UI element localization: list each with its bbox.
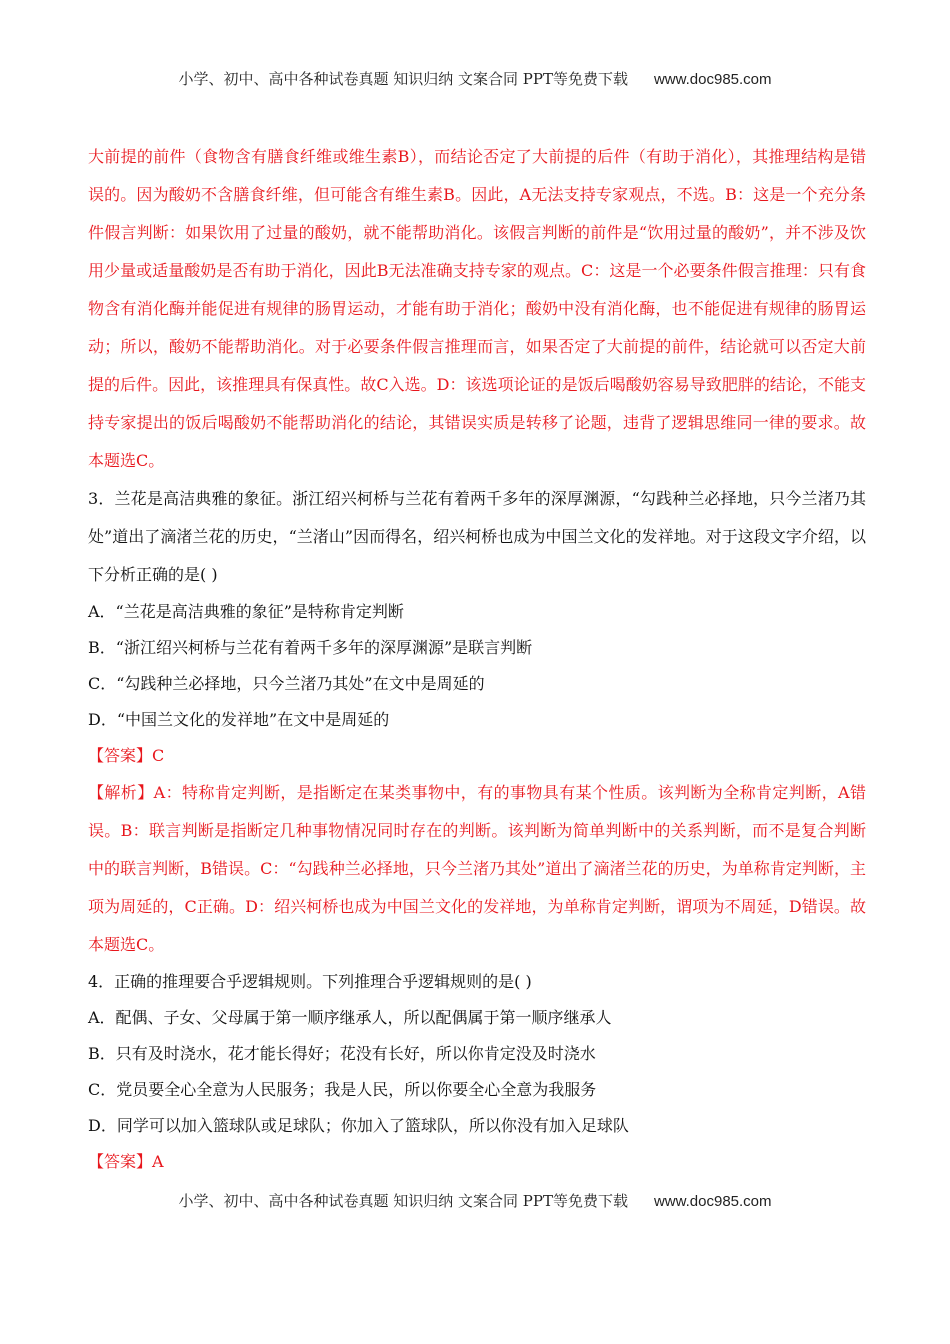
header-site: www.doc985.com — [653, 71, 772, 88]
q3-analysis-text: A：特称肯定判断，是指断定在某类事物中，有的事物具有某个性质。该判断为全称肯定判断，A错误。B：联言判断是指断定几种事物情况同时存在的判断。该判断为简单判断中的关系判断，而不是复合判断中的联言判断，B错误。C：“勾践种兰必择地，只今兰渚乃其处”道出了滴渚兰花的历史，为单称肯定判断，主项为周延的，C正确。D：绍兴柯桥也成为中国兰文化的发祥地，为单称肯定判断，谓项为不周延，D错误。故本题选C。 — [88, 783, 866, 954]
page-header — [0, 68, 950, 89]
q3-analysis-tag: 【解析】 — [88, 783, 154, 802]
header-text: 小学、初中、高中各种试卷真题 知识归纳 文案合同 PPT等免费下载 — [178, 70, 628, 88]
q4-answer-value: A — [152, 1152, 164, 1171]
footer-site: www.doc985.com — [653, 1193, 772, 1210]
q3-option-d: D．“中国兰文化的发祥地”在文中是周延的 — [88, 710, 390, 729]
q4-option-d: D．同学可以加入篮球队或足球队；你加入了篮球队，所以你没有加入足球队 — [88, 1116, 629, 1135]
q4-stem: 4．正确的推理要合乎逻辑规则。下列推理合乎逻辑规则的是( ) — [88, 972, 532, 991]
page-footer — [0, 1190, 950, 1211]
q3-analysis — [88, 774, 866, 964]
q4-answer — [88, 1144, 866, 1180]
q4-answer-tag: 【答案】 — [88, 1152, 153, 1171]
q3-stem: 3．兰花是高洁典雅的象征。浙江绍兴柯桥与兰花有着两千多年的深厚渊源，“勾践种兰必择地，只今兰渚乃其处”道出了滴渚兰花的历史，“兰渚山”因而得名，绍兴柯桥也成为中国兰文化的发祥地。对于这段文字介绍，以下分析正确的是( ) — [88, 489, 866, 584]
q4-option-b: B．只有及时浇水，花才能长得好；花没有长好，所以你肯定没及时浇水 — [88, 1044, 596, 1063]
q3-answer-value: C — [152, 746, 165, 765]
q4-option-c: C．党员要全心全意为人民服务；我是人民，所以你要全心全意为我服务 — [88, 1080, 597, 1099]
q4-option-a: A．配偶、子女、父母属于第一顺序继承人，所以配偶属于第一顺序继承人 — [88, 1008, 612, 1027]
page-content — [88, 138, 866, 1180]
q3-answer — [88, 738, 866, 774]
q3-option-b: B．“浙江绍兴柯桥与兰花有着两千多年的深厚渊源”是联言判断 — [88, 638, 533, 657]
q2-analysis-continued: 大前提的前件（食物含有膳食纤维或维生素B），而结论否定了大前提的后件（有助于消化），其推理结构是错误的。因为酸奶不含膳食纤维，但可能含有维生素B。因此，A无法支持专家观点，不选。B：这是一个充分条件假言判断：如果饮用了过量的酸奶，就不能帮助消化。该假言判断的前件是“饮用过量的酸奶”，并不涉及饮用少量或适量酸奶是否有助于消化，因此B无法准确支持专家的观点。C：这是一个必要条件假言推理：只有食物含有消化酶并能促进有规律的肠胃运动，才能有助于消化；酸奶中没有消化酶，也不能促进有规律的肠胃运动；所以，酸奶不能帮助消化。对于必要条件假言推理而言，如果否定了大前提的前件，结论就可以否定大前提的后件。因此，该推理具有保真性。故C入选。D：该选项论证的是饭后喝酸奶容易导致肥胖的结论，不能支持专家提出的饭后喝酸奶不能帮助消化的结论，其错误实质是转移了论题，违背了逻辑思维同一律的要求。故本题选C。 — [88, 147, 866, 470]
footer-text: 小学、初中、高中各种试卷真题 知识归纳 文案合同 PPT等免费下载 — [178, 1192, 628, 1210]
q3-answer-tag: 【答案】 — [88, 746, 153, 765]
q3-option-a: A．“兰花是高洁典雅的象征”是特称肯定判断 — [88, 602, 404, 621]
q3-option-c: C．“勾践种兰必择地，只今兰渚乃其处”在文中是周延的 — [88, 674, 485, 693]
